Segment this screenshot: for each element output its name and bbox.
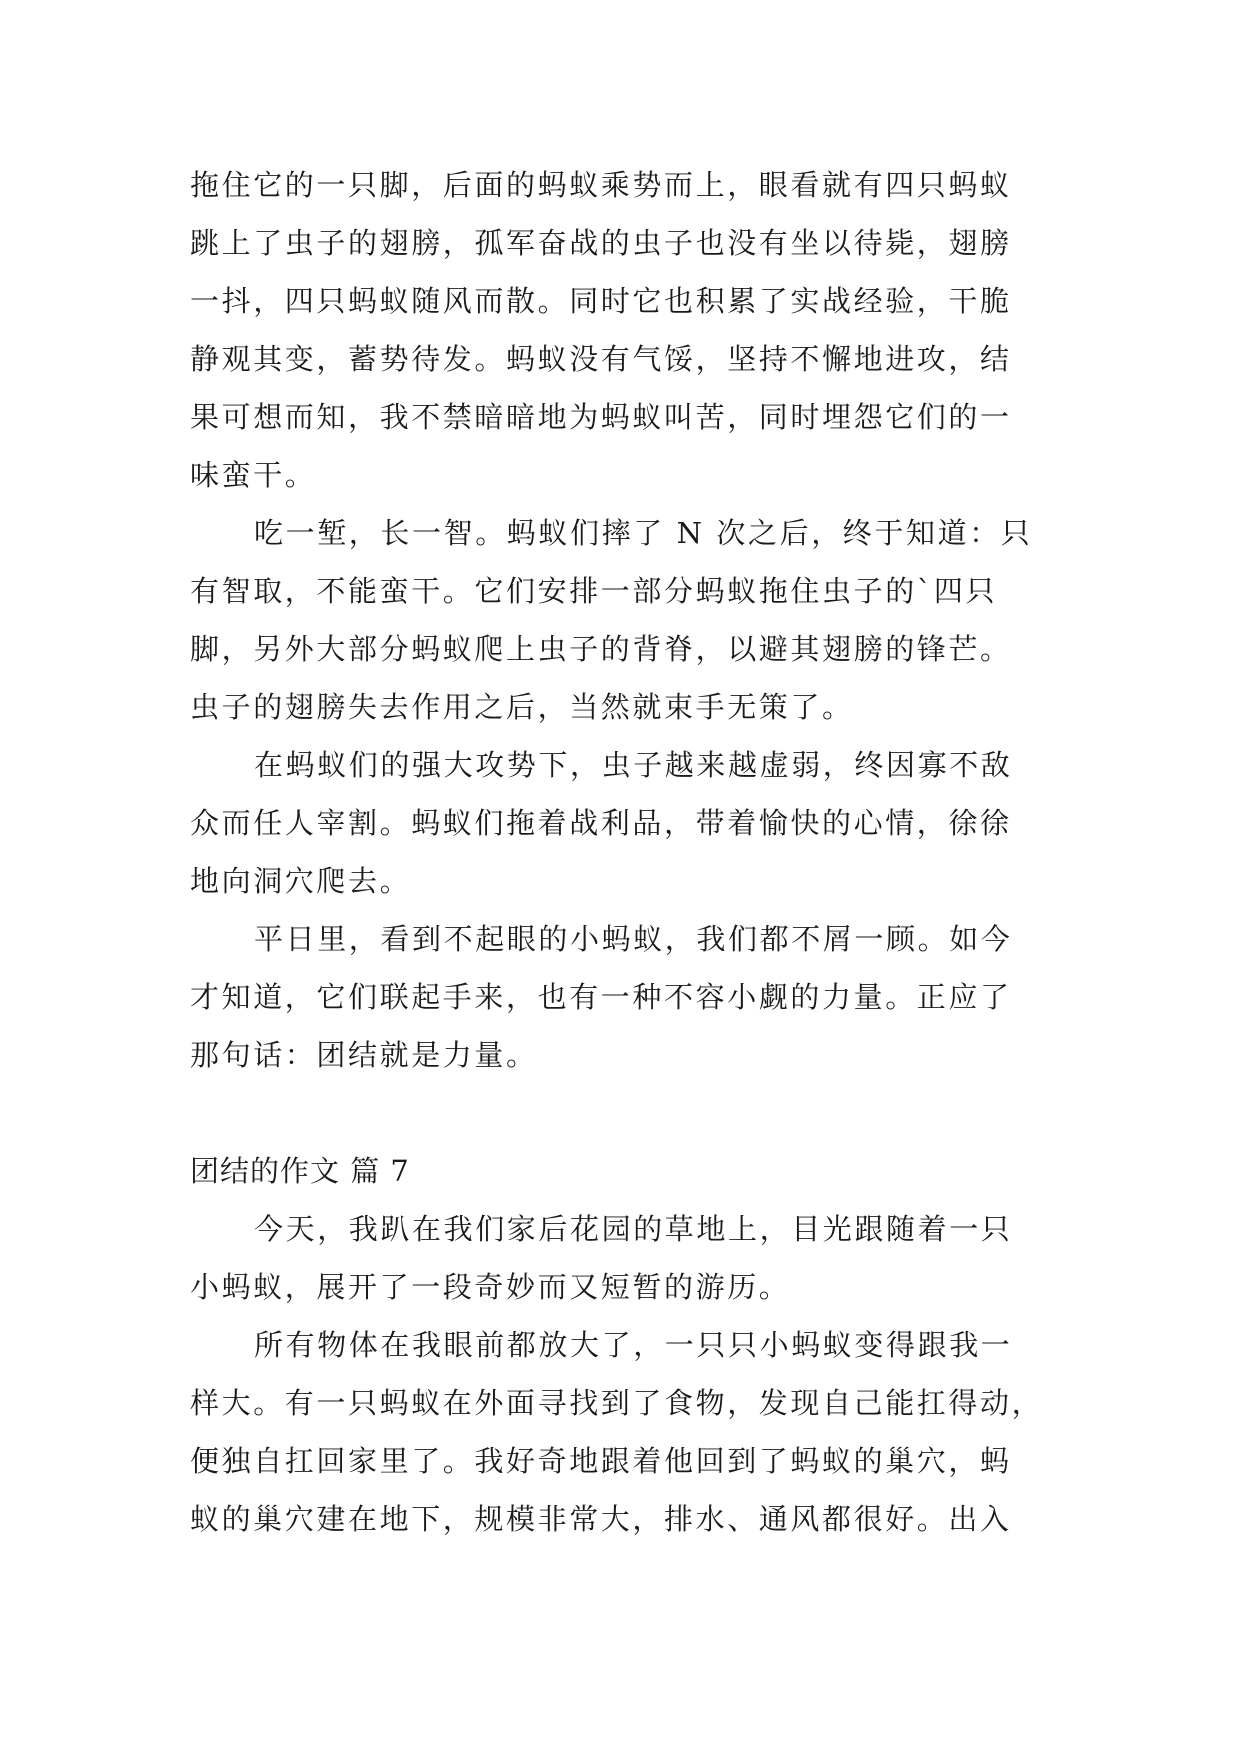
text-line: 地向洞穴爬去。 — [190, 864, 412, 898]
text-line: 味蛮干。 — [190, 458, 317, 492]
text-line: 虫子的翅膀失去作用之后，当然就束手无策了。 — [190, 690, 854, 724]
text-line: 小蚂蚁，展开了一段奇妙而又短暂的游历。 — [190, 1270, 791, 1304]
text-line: 才知道，它们联起手来，也有一种不容小觑的力量。正应了 — [190, 980, 1012, 1014]
paragraph-first-line: 所有物体在我眼前都放大了，一只只小蚂蚁变得跟我一 — [254, 1328, 1013, 1362]
text-line: 众而任人宰割。蚂蚁们拖着战利品，带着愉快的心情，徐徐 — [190, 806, 1012, 840]
text-line: 脚，另外大部分蚂蚁爬上虫子的背脊，以避其翅膀的锋芒。 — [190, 632, 1012, 666]
paragraph-first-line: 平日里，看到不起眼的小蚂蚁，我们都不屑一顾。如今 — [254, 922, 1013, 956]
text-line: 那句话：团结就是力量。 — [190, 1038, 538, 1072]
text-line: 果可想而知，我不禁暗暗地为蚂蚁叫苦，同时埋怨它们的一 — [190, 400, 1012, 434]
text-line: 静观其变，蓄势待发。蚂蚁没有气馁，坚持不懈地进攻，结 — [190, 342, 1012, 376]
paragraph-first-line: 吃一堑，长一智。蚂蚁们摔了 N 次之后，终于知道：只 — [254, 516, 1033, 550]
text-line: 蚁的巢穴建在地下，规模非常大，排水、通风都很好。出入 — [190, 1502, 1012, 1536]
text-line: 有智取，不能蛮干。它们安排一部分蚂蚁拖住虫子的`四只 — [190, 574, 998, 608]
section-heading: 团结的作文 篇 7 — [190, 1154, 410, 1188]
text-line: 便独自扛回家里了。我好奇地跟着他回到了蚂蚁的巢穴，蚂 — [190, 1444, 1012, 1478]
text-line: 拖住它的一只脚，后面的蚂蚁乘势而上，眼看就有四只蚂蚁 — [190, 168, 1012, 202]
paragraph-first-line: 在蚂蚁们的强大攻势下，虫子越来越虚弱，终因寡不敌 — [254, 748, 1013, 782]
paragraph-first-line: 今天，我趴在我们家后花园的草地上，目光跟随着一只 — [254, 1212, 1013, 1246]
text-line: 一抖，四只蚂蚁随风而散。同时它也积累了实战经验，干脆 — [190, 284, 1012, 318]
text-line: 跳上了虫子的翅膀，孤军奋战的虫子也没有坐以待毙，翅膀 — [190, 226, 1012, 260]
text-line: 样大。有一只蚂蚁在外面寻找到了食物，发现自己能扛得动， — [190, 1386, 1044, 1420]
